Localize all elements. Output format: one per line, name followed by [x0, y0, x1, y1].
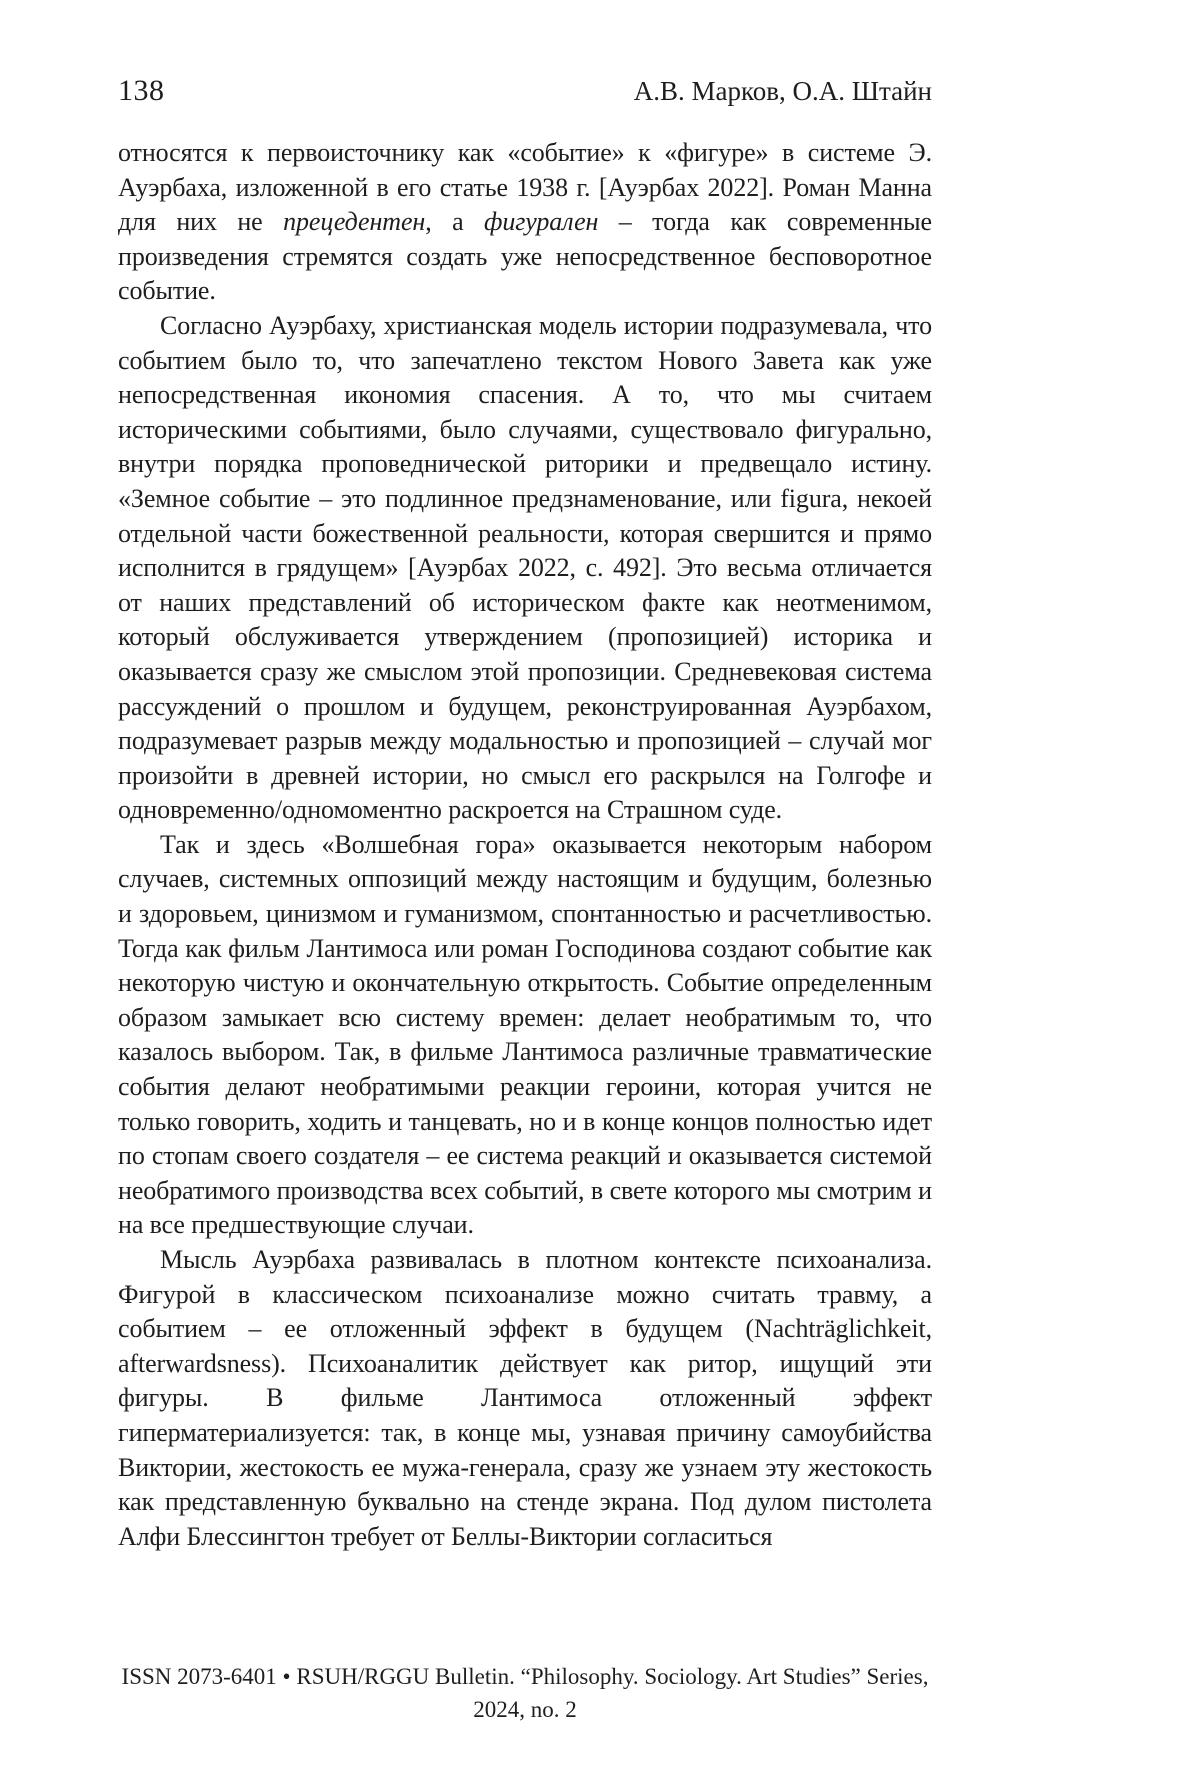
- paragraph: Мысль Ауэрбаха развивалась в плотном контексте психоанализа. Фигурой в классическом психоанализе можно считать травму, а событием – ее отложенный эффект в будущем (Nachträglichkeit, afterwardsness). Психоаналитик действует как ритор, ищущий эти фигуры. В фильме Лантимоса отложенный эффект гиперматериализуется: так, в конце мы, узнавая причину самоубийства Виктории, жестокость ее мужа-генерала, сразу же узнаем эту жестокость как представленную буквально на стенде экрана. Под дулом пистолета Алфи Блессингтон требует от Беллы-Виктории согласиться: [118, 1245, 932, 1551]
- page-number: 138: [118, 74, 165, 107]
- article-body: [118, 136, 932, 1554]
- footer-issue-info: 2024, no. 2: [473, 1697, 577, 1722]
- running-header: [118, 74, 932, 108]
- running-header-authors: А.В. Марков, О.А. Штайн: [633, 76, 932, 106]
- page-footer: [118, 1660, 932, 1726]
- paragraph: Так и здесь «Волшебная гора» оказывается некоторым набором случаев, системных оппозиций между настоящим и будущим, болезнью и здоровьем, цинизмом и гуманизмом, спонтанностью и расчетливостью. Тогда как фильм Лантимоса или роман Господинова создают событие как некоторую чистую и окончательную открытость. Событие определенным образом замыкает всю систему времен: делает необратимым то, что казалось выбором. Так, в фильме Лантимоса различные травматические события делают необратимыми реакции героини, которая учится не только говорить, ходить и танцевать, но и в конце концов полностью идет по стопам своего создателя – ее система реакций и оказывается системой необратимого производства всех событий, в свете которого мы смотрим и на все предшествующие случаи.: [118, 829, 932, 1240]
- paragraph: относятся к первоисточнику как «событие» к «фигуре» в системе Э. Ауэрбаха, изложенной в его статье 1938 г. [Ауэрбах 2022]. Роман Манна для них не прецедентен, а фигурален – тогда как современные произведения стремятся создать уже непосредственное бесповоротное событие.: [118, 138, 932, 306]
- footer-journal-info: ISSN 2073-6401 • RSUH/RGGU Bulletin. “Philosophy. Sociology. Art Studies” Series,: [121, 1664, 929, 1689]
- paragraph: Согласно Ауэрбаху, христианская модель истории подразумевала, что событием было то, что запечатлено текстом Нового Завета как уже непосредственная икономия спасения. А то, что мы считаем историческими событиями, было случаями, существовало фигурально, внутри порядка проповеднической риторики и предвещало истину. «Земное событие – это подлинное предзнаменование, или figura, некоей отдельной части божественной реальности, которая свершится и прямо исполнится в грядущем» [Ауэрбах 2022, с. 492]. Это весьма отличается от наших представлений об историческом факте как неотменимом, который обслуживается утверждением (пропозицией) историка и оказывается сразу же смыслом этой пропозиции. Средневековая система рассуждений о прошлом и будущем, реконструированная Ауэрбахом, подразумевает разрыв между модальностью и пропозицией – случай мог произойти в древней истории, но смысл его раскрылся на Голгофе и одновременно/одномоментно раскроется на Страшном суде.: [118, 310, 932, 825]
